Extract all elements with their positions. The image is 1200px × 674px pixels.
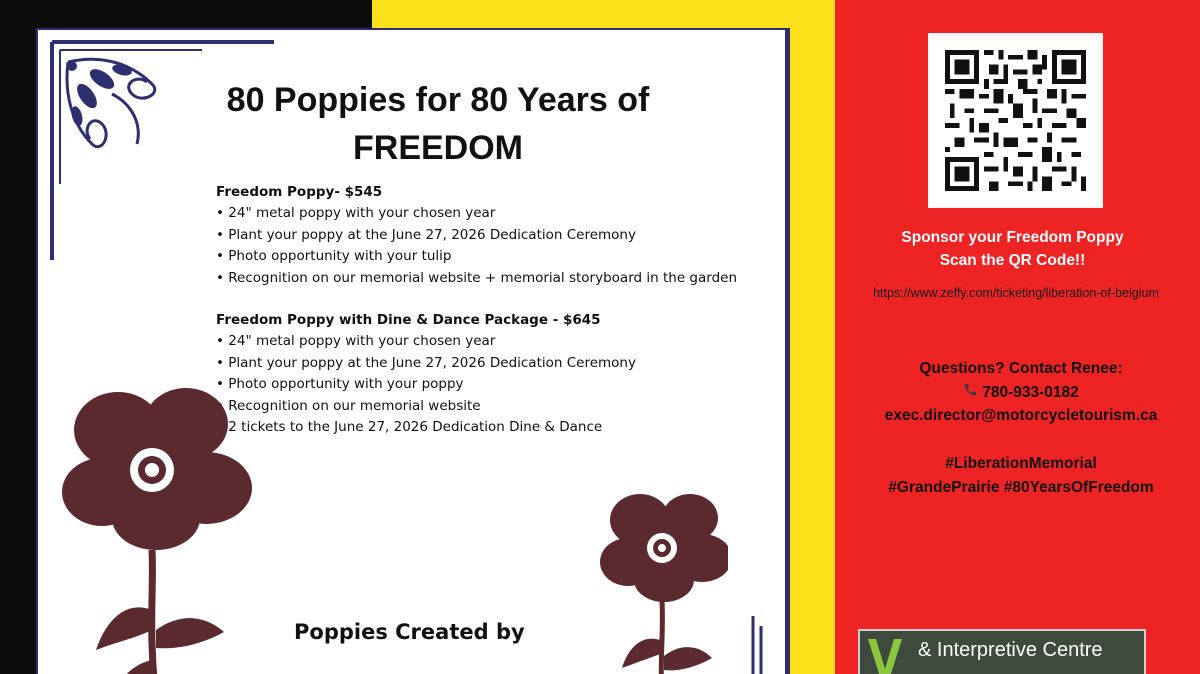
qr-code-icon [945,50,1086,191]
ornament-corner-icon [747,616,767,674]
poppies-credit: Poppies Created by [294,620,525,644]
title-line-2: FREEDOM [353,129,523,167]
package-items [216,203,776,289]
qr-code[interactable] [928,33,1103,208]
logo-text: & Interpretive Centre [918,639,1103,661]
sponsor-line-2: Scan the QR Code!! [939,252,1086,269]
list-item: • 24" metal poppy with your chosen year [216,331,776,353]
phone-number: 780-933-0182 [982,383,1079,401]
poppy-flower-icon [598,490,728,674]
email-link[interactable]: exec.director@motorcycletourism.ca [884,407,1158,424]
logo-mark-icon [864,633,914,674]
phone-line[interactable] [856,381,1186,405]
list-item: • 24" metal poppy with your chosen year [216,203,776,225]
list-item: • Recognition on our memorial website [216,396,776,418]
sponsor-line-1: Sponsor your Freedom Poppy [901,229,1124,246]
motorcycle-silhouette-icon [920,667,1140,674]
poster-card [36,28,790,674]
interpretive-centre-logo [858,629,1146,674]
list-item: • Photo opportunity with your poppy [216,374,776,396]
title-line-1: 80 Poppies for 80 Years of [226,81,650,119]
list-item: • Photo opportunity with your tulip [216,246,776,268]
package-freedom-poppy [216,182,776,289]
phone-icon [963,382,978,397]
list-item: • Recognition on our memorial website + memorial storyboard in the garden [216,268,776,290]
contact-block [856,357,1186,428]
list-item: • Plant your poppy at the June 27, 2026 Dedication Ceremony [216,353,776,375]
sponsor-callout [860,226,1165,272]
list-item: • 2 tickets to the June 27, 2026 Dedication Dine & Dance [216,417,776,439]
package-dine-dance [216,310,776,439]
contact-heading: Questions? Contact Renee: [919,360,1123,377]
poppy-flower-icon [56,380,256,674]
package-heading: Freedom Poppy- $545 [216,184,383,200]
poster-title [158,76,718,172]
package-items [216,331,776,439]
hashtag-line-1: #LiberationMemorial [945,455,1097,472]
package-heading: Freedom Poppy with Dine & Dance Package - $645 [216,312,601,328]
hashtags [856,452,1186,499]
hashtag-line-2: #GrandePrairie #80YearsOfFreedom [888,478,1154,496]
ticketing-link[interactable]: https://www.zeffy.com/ticketing/liberation-of-belgium [873,286,1159,300]
list-item: • Plant your poppy at the June 27, 2026 Dedication Ceremony [216,225,776,247]
